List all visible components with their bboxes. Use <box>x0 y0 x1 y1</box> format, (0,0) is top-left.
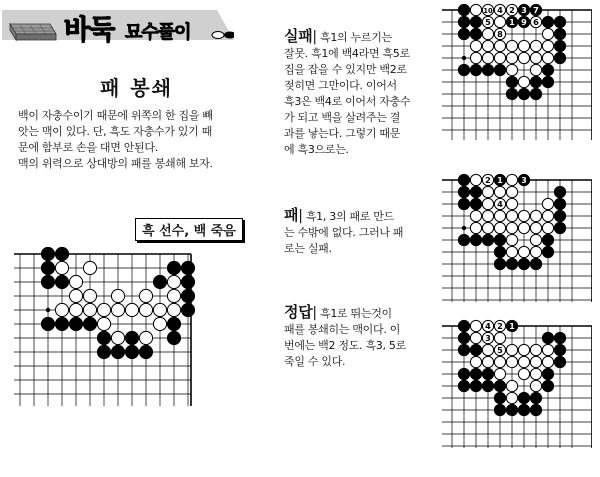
fail-text-line: 잘못. 흑1에 백4라면 흑5로 <box>284 47 410 60</box>
black-stone <box>458 234 469 245</box>
black-stone <box>518 404 529 415</box>
white-stone <box>482 356 493 367</box>
black-stone <box>97 345 110 358</box>
answer-section <box>284 304 430 370</box>
white-stone <box>518 368 529 379</box>
fail-text-line: 에 흑3으로는. <box>284 143 349 156</box>
answer-text-line: 번에는 백2 정도. 흑3, 5로 <box>284 339 406 352</box>
white-stone <box>55 303 68 316</box>
white-stone <box>470 52 481 63</box>
white-stone <box>153 317 166 330</box>
white-stone <box>470 40 481 51</box>
white-stone <box>470 222 481 233</box>
black-stone <box>482 368 493 379</box>
white-stone <box>506 356 517 367</box>
fail-text-line: 가 되고 백을 살려주는 결 <box>284 111 401 124</box>
black-stone <box>506 76 517 87</box>
move-number: 4 <box>497 5 503 16</box>
black-stone <box>494 234 505 245</box>
white-stone <box>470 356 481 367</box>
black-stone <box>470 198 481 209</box>
black-stone <box>494 64 505 75</box>
black-stone <box>494 380 505 391</box>
white-stone <box>518 210 529 221</box>
white-stone <box>139 331 152 344</box>
answer-text-line: 흑1로 뛰는것이 <box>316 307 392 320</box>
white-stone <box>167 289 180 302</box>
black-stone <box>41 317 54 330</box>
black-stone <box>554 222 565 233</box>
white-stone <box>530 64 541 75</box>
hoshi-point <box>462 226 466 230</box>
intro-paragraph <box>18 108 250 172</box>
white-stone <box>506 174 517 185</box>
white-stone <box>506 210 517 221</box>
white-stone <box>111 331 124 344</box>
move-number: 3 <box>521 175 527 186</box>
black-stone <box>530 392 541 403</box>
move-number: 5 <box>485 17 491 28</box>
logo-title: 바둑 <box>64 15 115 46</box>
white-stone <box>530 246 541 257</box>
white-stone <box>518 52 529 63</box>
white-stone <box>518 40 529 51</box>
black-stone <box>554 52 565 63</box>
white-stone <box>542 52 553 63</box>
black-stone <box>542 76 553 87</box>
fail-first-line <box>284 28 430 46</box>
ko-text-line: 흑1, 3의 패로 만드 <box>302 210 394 223</box>
white-stone <box>97 317 110 330</box>
black-stone <box>167 317 180 330</box>
black-stone <box>470 64 481 75</box>
black-stone <box>482 234 493 245</box>
result-label: 흑 선수, 백 죽음 <box>135 218 243 241</box>
fail-text-line: 집을 잡을 수 있지만 백2로 <box>284 63 407 76</box>
fail-heading: 실패 <box>284 27 313 45</box>
black-stone <box>530 258 541 269</box>
logo-subtitle: 묘수풀이 <box>125 22 191 43</box>
black-stone <box>482 64 493 75</box>
black-stone <box>518 392 529 403</box>
black-stone <box>125 331 138 344</box>
black-stone <box>554 40 565 51</box>
logo-band <box>2 4 234 48</box>
white-stone <box>518 76 529 87</box>
white-stone <box>506 40 517 51</box>
white-stone <box>530 222 541 233</box>
white-stone <box>482 198 493 209</box>
answer-first-line <box>284 304 430 322</box>
black-stone <box>506 88 517 99</box>
white-stone <box>530 344 541 355</box>
white-stone <box>470 320 481 331</box>
white-stone <box>111 303 124 316</box>
white-stone <box>482 344 493 355</box>
black-stone <box>470 368 481 379</box>
white-stone <box>530 234 541 245</box>
white-stone <box>482 40 493 51</box>
hoshi-point <box>46 308 50 312</box>
black-stone <box>542 234 553 245</box>
white-stone <box>470 210 481 221</box>
move-number: 1 <box>509 17 515 28</box>
black-stone <box>518 258 529 269</box>
black-stone <box>470 344 481 355</box>
go-board-icon <box>10 24 56 40</box>
black-stone <box>554 186 565 197</box>
white-stone <box>542 198 553 209</box>
move-number: 3 <box>521 5 527 16</box>
black-stone <box>554 210 565 221</box>
white-stone <box>506 186 517 197</box>
black-stone <box>97 331 110 344</box>
white-stone <box>470 332 481 343</box>
black-stone <box>181 303 194 316</box>
white-stone <box>518 356 529 367</box>
fail-diagram-board <box>442 2 592 152</box>
black-stone <box>530 88 541 99</box>
white-stone <box>506 392 517 403</box>
black-stone <box>554 356 565 367</box>
black-stone <box>111 345 124 358</box>
answer-heading: 정답 <box>284 303 313 321</box>
white-stone <box>518 344 529 355</box>
white-stone <box>125 303 138 316</box>
black-stone <box>554 16 565 27</box>
black-stone <box>458 174 469 185</box>
ko-heading: 패 <box>284 206 299 224</box>
move-number: 1 <box>497 175 503 186</box>
black-stone <box>55 317 68 330</box>
white-stone <box>83 261 96 274</box>
white-stone <box>69 303 82 316</box>
black-stone <box>506 258 517 269</box>
black-stone <box>506 404 517 415</box>
black-stone <box>167 261 180 274</box>
move-number: 5 <box>497 345 503 356</box>
hoshi-point <box>462 56 466 60</box>
move-number: 1 <box>509 321 515 332</box>
black-stone <box>167 331 180 344</box>
white-stone <box>506 64 517 75</box>
move-number: 2 <box>485 175 491 186</box>
black-stone <box>458 198 469 209</box>
white-stone <box>83 303 96 316</box>
black-stone <box>41 275 54 288</box>
move-number: 4 <box>485 321 491 332</box>
fail-text-line: 젖히면 그만이다. 이어서 <box>284 79 397 92</box>
fail-section <box>284 28 430 158</box>
black-stone <box>554 344 565 355</box>
white-stone <box>69 275 82 288</box>
white-stone <box>542 210 553 221</box>
page-title: 패 봉쇄 <box>100 76 173 100</box>
black-stone <box>458 320 469 331</box>
white-stone <box>153 303 166 316</box>
go-stones-icon <box>212 32 234 39</box>
black-stone <box>55 247 68 260</box>
black-stone <box>470 380 481 391</box>
problem-board <box>14 240 254 440</box>
intro-line: 문에 함부로 손을 대면 안된다. <box>18 141 158 154</box>
white-stone <box>494 222 505 233</box>
black-stone <box>542 16 553 27</box>
ko-section <box>284 207 430 257</box>
white-stone <box>530 380 541 391</box>
intro-line: 앗는 맥이 있다. 단, 흑도 자충수가 있기 때 <box>18 125 212 138</box>
black-stone <box>181 275 194 288</box>
white-stone <box>83 289 96 302</box>
black-stone <box>542 246 553 257</box>
move-number: 7 <box>533 5 539 16</box>
white-stone <box>494 332 505 343</box>
white-stone <box>139 303 152 316</box>
black-stone <box>554 28 565 39</box>
white-stone <box>167 275 180 288</box>
black-stone <box>470 186 481 197</box>
move-number: 6 <box>533 17 539 28</box>
white-stone <box>111 289 124 302</box>
black-stone <box>125 345 138 358</box>
black-stone <box>494 246 505 257</box>
white-stone <box>482 52 493 63</box>
white-stone <box>542 222 553 233</box>
white-stone <box>139 289 152 302</box>
white-stone <box>506 234 517 245</box>
black-stone <box>458 186 469 197</box>
black-stone <box>530 404 541 415</box>
black-stone <box>41 247 54 260</box>
black-stone <box>470 28 481 39</box>
intro-line: 맥의 위력으로 상대방의 패를 봉쇄해 보자. <box>18 157 213 170</box>
black-stone <box>494 404 505 415</box>
answer-text-line: 패를 봉쇄히는 맥이다. 이 <box>284 323 401 336</box>
white-stone <box>506 52 517 63</box>
black-stone <box>530 76 541 87</box>
black-stone <box>83 317 96 330</box>
black-stone <box>470 234 481 245</box>
ko-diagram-board <box>442 172 592 302</box>
black-stone <box>542 368 553 379</box>
white-stone <box>470 174 481 185</box>
white-stone <box>55 261 68 274</box>
heading-separator: | <box>312 29 317 45</box>
white-stone <box>530 356 541 367</box>
black-stone <box>482 380 493 391</box>
black-stone <box>139 345 152 358</box>
white-stone <box>494 40 505 51</box>
white-stone <box>530 40 541 51</box>
answer-diagram-board <box>442 318 592 448</box>
black-stone <box>458 16 469 27</box>
white-stone <box>542 344 553 355</box>
white-stone <box>506 344 517 355</box>
white-stone <box>518 222 529 233</box>
white-stone <box>69 289 82 302</box>
logo-graphic <box>2 4 234 48</box>
ko-text-line: 로는 실패. <box>284 242 332 255</box>
ko-first-line <box>284 207 430 225</box>
black-stone <box>69 317 82 330</box>
black-stone <box>554 332 565 343</box>
black-stone <box>153 275 166 288</box>
black-stone <box>458 332 469 343</box>
black-stone <box>458 368 469 379</box>
white-stone <box>494 186 505 197</box>
fail-text-line: 과를 낳는다. 그렇기 때문 <box>284 127 401 140</box>
white-stone <box>542 356 553 367</box>
black-stone <box>494 392 505 403</box>
white-stone <box>506 222 517 233</box>
white-stone <box>494 52 505 63</box>
black-stone <box>181 289 194 302</box>
black-stone <box>458 4 469 15</box>
fail-text-line: 흑3은 백4로 이어서 자충수 <box>284 95 411 108</box>
white-stone <box>518 246 529 257</box>
white-stone <box>542 28 553 39</box>
white-stone <box>494 368 505 379</box>
answer-text-line: 죽일 수 있다. <box>284 355 346 368</box>
white-stone <box>482 222 493 233</box>
heading-separator: | <box>312 305 317 321</box>
white-stone <box>494 210 505 221</box>
ko-text-line: 는 수밖에 없다. 그러나 패 <box>284 226 404 239</box>
white-stone <box>494 356 505 367</box>
white-stone <box>470 4 481 15</box>
black-stone <box>55 275 68 288</box>
black-stone <box>470 16 481 27</box>
move-number: 9 <box>521 17 527 28</box>
intro-line: 백이 자충수이기 때문에 위쪽의 한 집을 빼 <box>18 109 213 122</box>
move-number: 2 <box>509 5 515 16</box>
white-stone <box>494 16 505 27</box>
black-stone <box>518 88 529 99</box>
move-number: 3 <box>485 333 491 344</box>
black-stone <box>41 261 54 274</box>
black-stone <box>458 28 469 39</box>
move-number: 10 <box>483 7 493 16</box>
white-stone <box>506 198 517 209</box>
white-stone <box>530 368 541 379</box>
white-stone <box>542 40 553 51</box>
white-stone <box>482 210 493 221</box>
move-number: 8 <box>497 29 503 40</box>
black-stone <box>542 380 553 391</box>
move-number: 2 <box>497 321 503 332</box>
fail-text-line: 흑1의 누르기는 <box>316 31 392 44</box>
black-stone <box>542 332 553 343</box>
white-stone <box>97 303 110 316</box>
heading-separator: | <box>298 208 303 224</box>
white-stone <box>167 303 180 316</box>
black-stone <box>181 261 194 274</box>
move-number: 4 <box>497 199 503 210</box>
black-stone <box>458 344 469 355</box>
white-stone <box>530 52 541 63</box>
black-stone <box>494 258 505 269</box>
white-stone <box>530 210 541 221</box>
black-stone <box>458 380 469 391</box>
white-stone <box>482 28 493 39</box>
black-stone <box>458 64 469 75</box>
black-stone <box>554 198 565 209</box>
white-stone <box>506 380 517 391</box>
white-stone <box>482 186 493 197</box>
white-stone <box>506 246 517 257</box>
black-stone <box>542 64 553 75</box>
